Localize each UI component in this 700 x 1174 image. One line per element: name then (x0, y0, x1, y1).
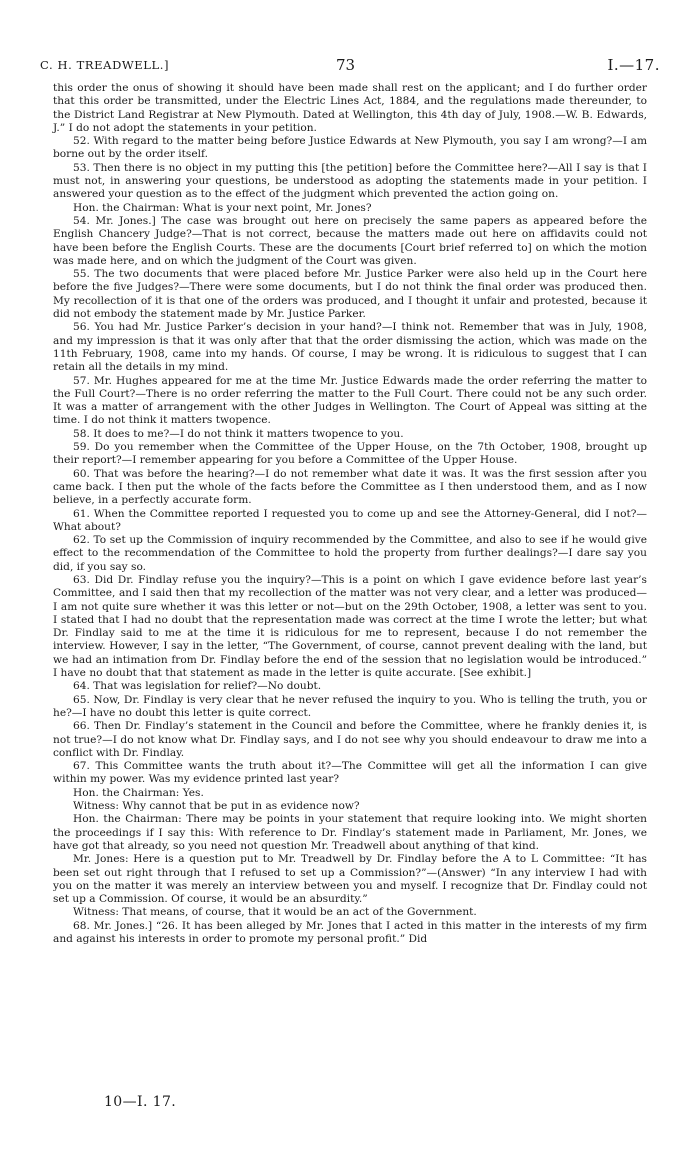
paragraph: this order the onus of showing it should have been made shall rest on the applicant; and I do further order that this order be transmitted, under the Electric Lines Act, 1884, and the regulations made thereunder, to the District Land Registrar at New Plymouth. Dated at Wellington, this 4th day of July, 1908.—W. B. Edwards, J.” I do not adopt the statements in your petition. (53, 82, 647, 134)
paragraph: 61. When the Committee reported I requested you to come up and see the Attorney-General, did I not?—What about? (53, 507, 647, 533)
paragraph: Witness: That means, of course, that it would be an act of the Government. (73, 906, 477, 919)
paragraph: 53. Then there is no object in my putting this [the petition] before the Committee here?—All I say is that I must not, in answering your questions, be understood as adopting the statements made in your petition. I answered your question as to the effect of the judgment which prevented the action going on. (53, 161, 647, 201)
paragraph: Hon. the Chairman: What is your next point, Mr. Jones? (73, 201, 372, 214)
page-footer: 10—I. 17. (104, 1094, 177, 1110)
paragraph: 67. This Committee wants the truth about it?—The Committee will get all the information I can give within my power. Was my evidence printed last year? (53, 760, 647, 786)
paragraph: 68. Mr. Jones.] “26. It has been alleged by Mr. Jones that I acted in this matter in the interests of my firm and against his interests in order to promote my personal profit.” Did (53, 919, 647, 945)
paragraph: 65. Now, Dr. Findlay is very clear that he never refused the inquiry to you. Who is telling the truth, you or he?—I have no doubt this letter is quite correct. (53, 693, 647, 719)
paragraph: 54. Mr. Jones.] The case was brought out here on precisely the same papers as appeared before the English Chancery Judge?—That is not correct, because the matters made out here on affidavits could not have been before the English Courts. These are the documents [Court brief referred to] on which the motion was made here, and on which the judgment of the Court was given. (53, 214, 647, 267)
header-author: C. H. TREADWELL.] (40, 58, 170, 72)
paragraph: Hon. the Chairman: Yes. (73, 786, 204, 799)
paragraph: 57. Mr. Hughes appeared for me at the time Mr. Justice Edwards made the order referring the matter to the Full Court?—There is no order referring the matter to the Full Court. There could not be any such order. It was a matter of arrangement with the other Judges in Wellington. The Court of Appeal was sitting at the time. I do not think it matters twopence. (53, 374, 647, 427)
paper-reference: I.—17. (607, 56, 660, 74)
paragraph: Witness: Why cannot that be put in as evidence now? (73, 800, 360, 813)
paragraph: 56. You had Mr. Justice Parker’s decision in your hand?—I think not. Remember that was in July, 1908, and my impression is that it was only after that that the order dismissing the action, which was made on the 11th February, 1908, came into my hands. Of course, I may be wrong. It is ridiculous to suggest that I can retain all the details in my mind. (53, 321, 647, 374)
paragraph: 66. Then Dr. Findlay’s statement in the Council and before the Committee, where he frankly denies it, is not true?—I do not know what Dr. Findlay says, and I do not see why you should endeavour to draw me into a conflict with Dr. Findlay. (53, 720, 647, 759)
paragraph: 64. That was legislation for relief?—No doubt. (73, 680, 322, 693)
paragraph: 52. With regard to the matter being before Justice Edwards at New Plymouth, you say I am wrong?—I am borne out by the order itself. (53, 135, 647, 161)
paragraph: 58. It does to me?—I do not think it matters twopence to you. (73, 427, 404, 440)
paragraph: Hon. the Chairman: There may be points in your statement that require looking into. We might shorten the proceedings if I say this: With reference to Dr. Findlay’s statement made in Parliament, Mr. Jones, we have got that already, so you need not question Mr. Treadwell about anything of that kind. (53, 813, 647, 852)
paragraph: 62. To set up the Commission of inquiry recommended by the Committee, and also to see if he would give effect to the recommendation of the Committee to hold the property from further dealings?—I dare say you did, if you say so. (53, 534, 647, 573)
paragraph: Mr. Jones: Here is a question put to Mr. Treadwell by Dr. Findlay before the A to L Committee: “It has been set out right through that I refused to set up a Commission?”—(Answer) “In any interview I had with you on the matter it was merely an interview between you and myself. I recognize that Dr. Findlay could not set up a Commission. Of course, it would be an absurdity.” (53, 853, 647, 906)
paragraph: 60. That was before the hearing?—I do not remember what date it was. It was the first session after you came back. I then put the whole of the facts before the Committee as I then understood them, and as I now believe, in a perfectly accurate form. (53, 467, 647, 507)
page-number: 73 (336, 56, 356, 74)
page-header (0, 58, 700, 78)
paragraph: 63. Did Dr. Findlay refuse you the inquiry?—This is a point on which I gave evidence before last year’s Committee, and I said then that my recollection of the matter was not very clear, and a letter was produced—I am not quite sure whether it was this letter or not—but on the 29th October, 1908, a letter was sent to you. I stated that I had no doubt that the representation made was correct at the time I wrote the letter; but what Dr. Findlay said to me at the time it is ridiculous for me to represent, because I do not remember the interview. However, I say in the letter, “The Government, of course, cannot prevent dealing with the land, but we had an intimation from Dr. Findlay before the end of the session that no legislation would be introduced.” I have no doubt that that statement as made in the letter is quite accurate. [See exhibit.] (53, 573, 647, 680)
paragraph: 55. The two documents that were placed before Mr. Justice Parker were also held up in the Court here before the five Judges?—There were some documents, but I do not think the final order was produced then. My recollection of it is that one of the orders was produced, and I thought it unfair and protested, because it did not embody the statement made by Mr. Justice Parker. (53, 268, 647, 321)
document-body (53, 82, 647, 946)
paragraph: 59. Do you remember when the Committee of the Upper House, on the 7th October, 1908, brought up their report?—I remember appearing for you before a Committee of the Upper House. (53, 441, 647, 467)
